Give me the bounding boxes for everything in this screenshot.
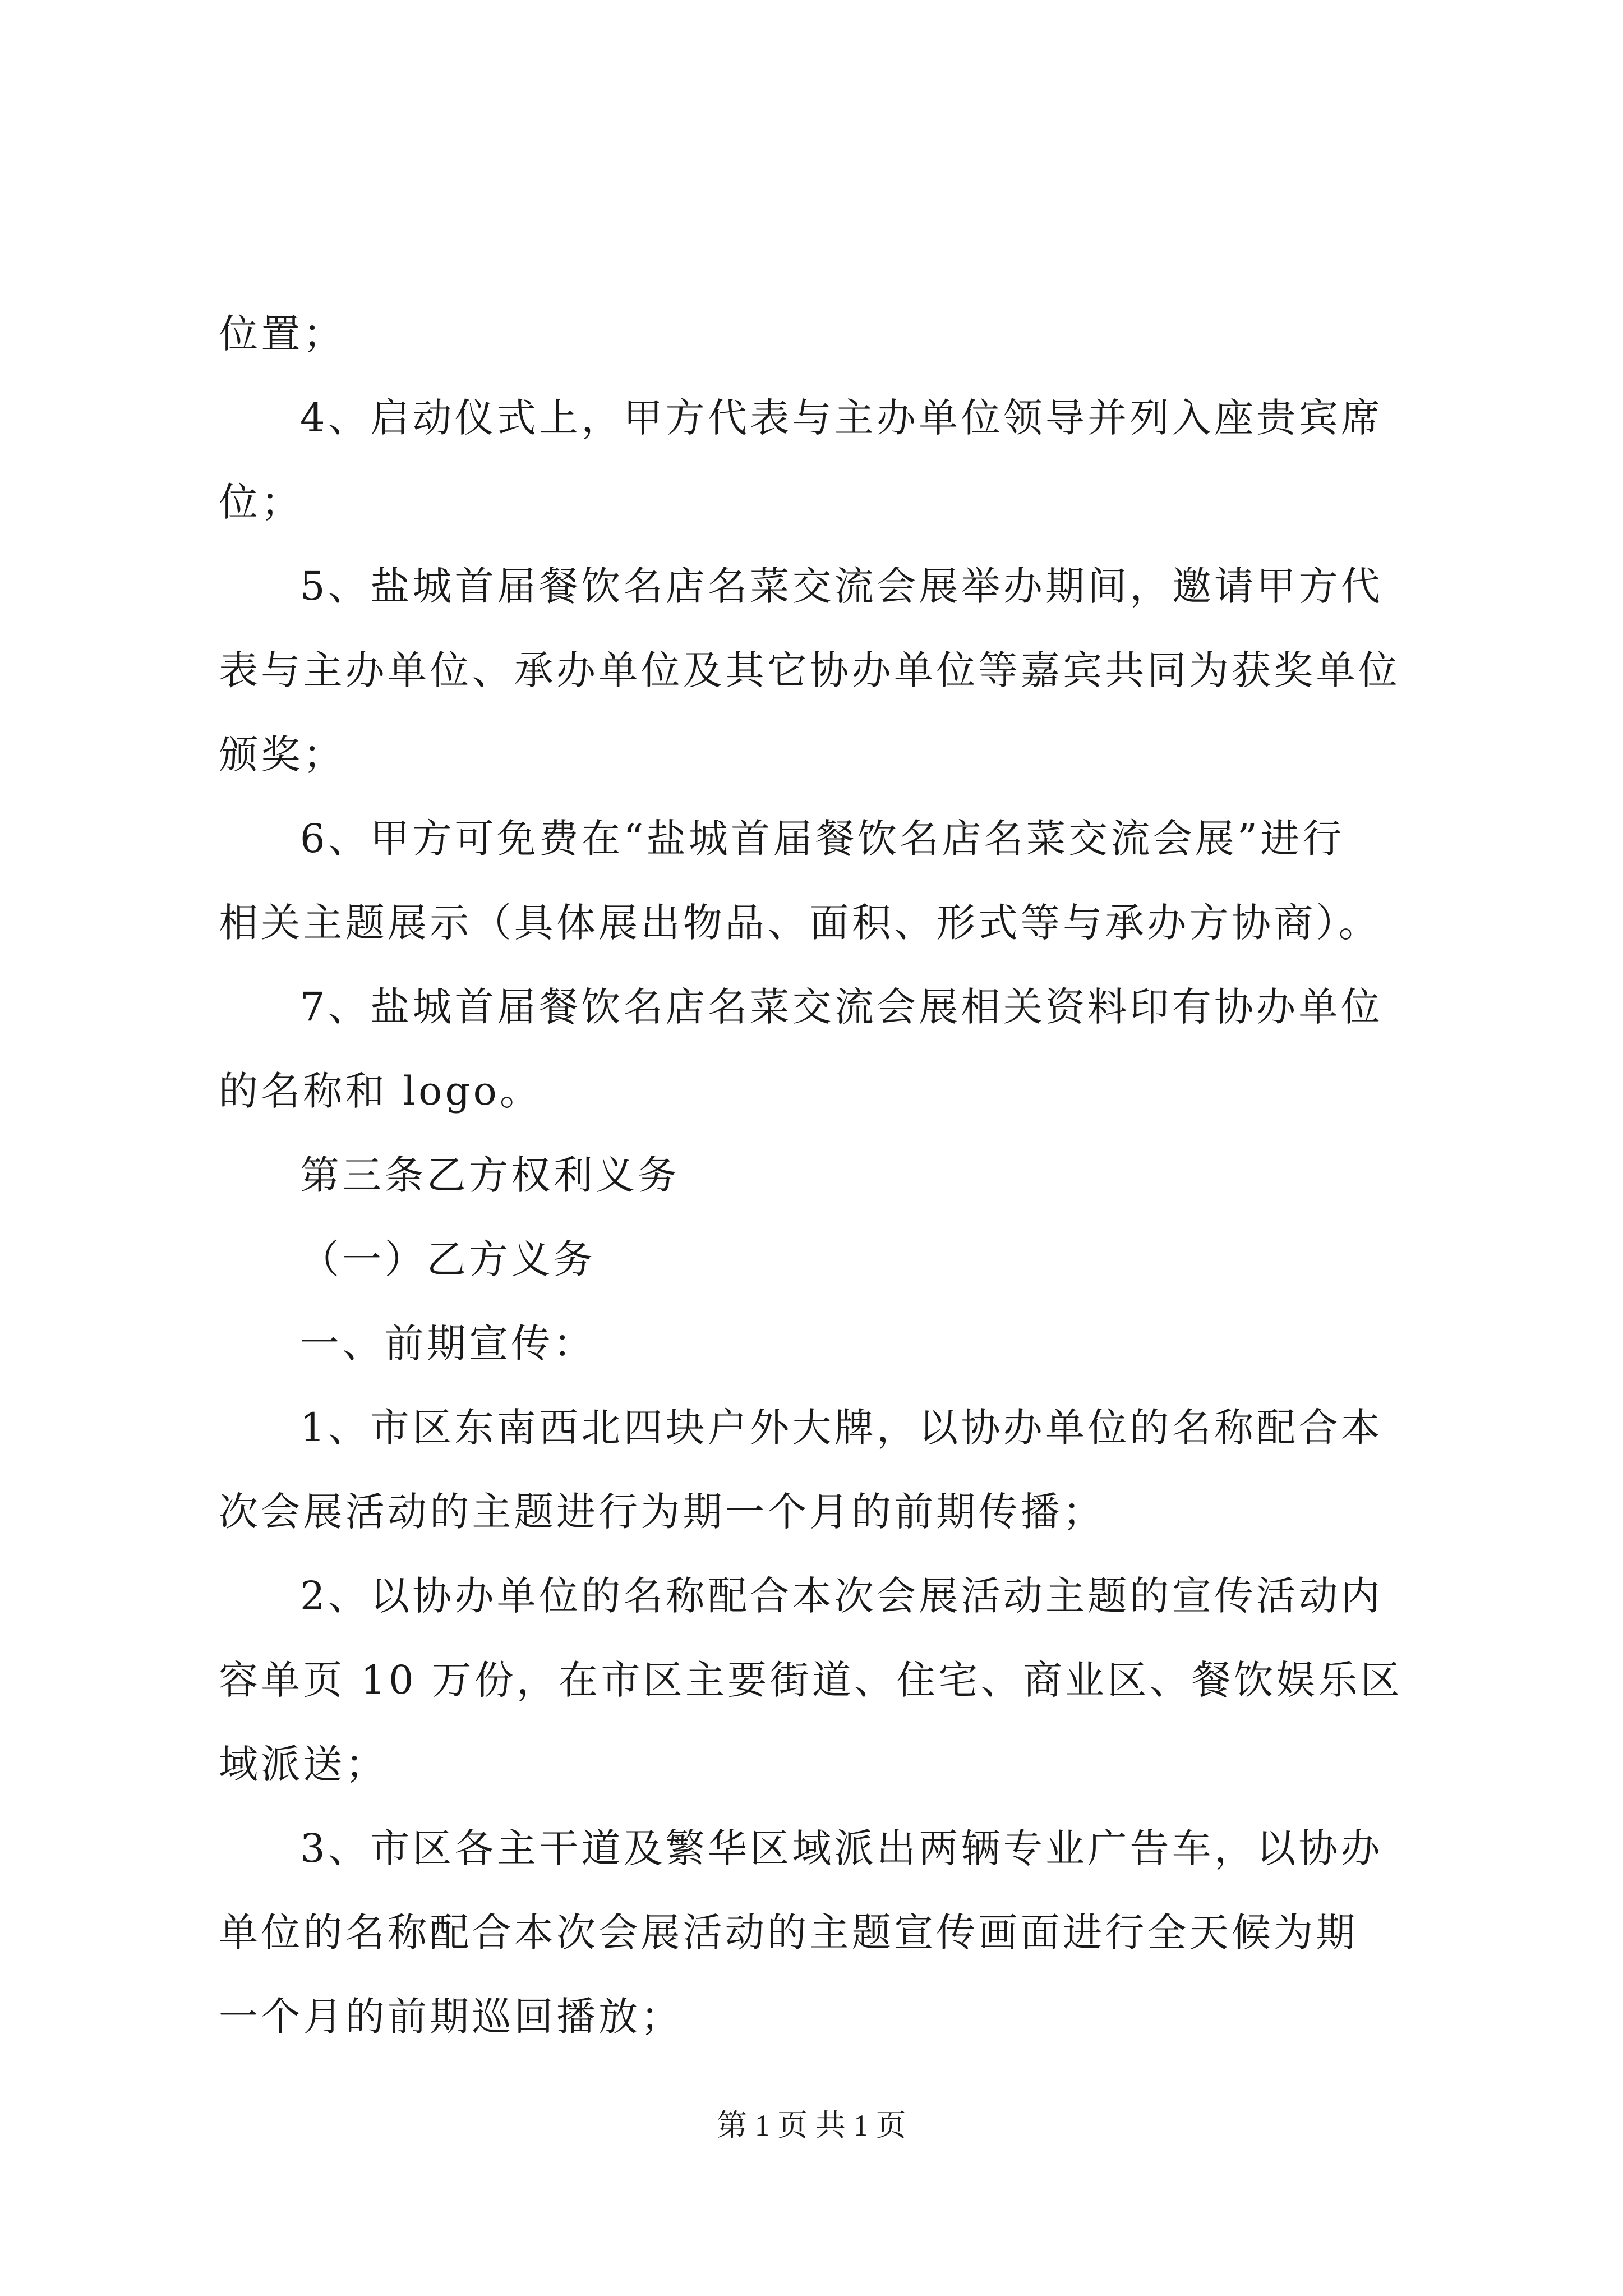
text-line: 的名称和 logo。 bbox=[219, 1068, 542, 1114]
text-line: 3、市区各主干道及繁华区域派出两辆专业广告车，以协办 bbox=[300, 1825, 1384, 1871]
section-heading: 第三条乙方权利义务 bbox=[300, 1152, 680, 1198]
text-line: 1、市区东南西北四块户外大牌，以协办单位的名称配合本 bbox=[300, 1405, 1384, 1451]
item-heading: 一、前期宣传： bbox=[300, 1320, 596, 1366]
text-line: 7、盐城首届餐饮名店名菜交流会展相关资料印有协办单位 bbox=[300, 984, 1384, 1030]
text-line: 相关主题展示（具体展出物品、面积、形式等与承办方协商）。 bbox=[219, 900, 1381, 946]
text-line: 位置； bbox=[219, 311, 345, 357]
text-line: 一个月的前期巡回播放； bbox=[219, 1994, 683, 2040]
text-line: 单位的名称配合本次会展活动的主题宣传画面进行全天候为期 bbox=[219, 1910, 1358, 1955]
text-line: 表与主办单位、承办单位及其它协办单位等嘉宾共同为获奖单位 bbox=[219, 647, 1400, 693]
page-footer: 第 1 页 共 1 页 bbox=[717, 2109, 906, 2142]
text-line: 位； bbox=[219, 479, 303, 525]
text-line: 颁奖； bbox=[219, 731, 345, 777]
text-line: 次会展活动的主题进行为期一个月的前期传播； bbox=[219, 1489, 1105, 1535]
text-line: 容单页 10 万份，在市区主要街道、住宅、商业区、餐饮娱乐区 bbox=[219, 1657, 1403, 1703]
text-line: 4、启动仪式上，甲方代表与主办单位领导并列入座贵宾席 bbox=[300, 395, 1384, 441]
text-line: 6、甲方可免费在“盐城首届餐饮名店名菜交流会展”进行 bbox=[300, 816, 1345, 862]
text-line: 2、以协办单位的名称配合本次会展活动主题的宣传活动内 bbox=[300, 1573, 1384, 1619]
text-line: 5、盐城首届餐饮名店名菜交流会展举办期间，邀请甲方代 bbox=[300, 563, 1384, 609]
text-line: 域派送； bbox=[219, 1741, 388, 1787]
subsection-heading: （一）乙方义务 bbox=[300, 1236, 596, 1282]
